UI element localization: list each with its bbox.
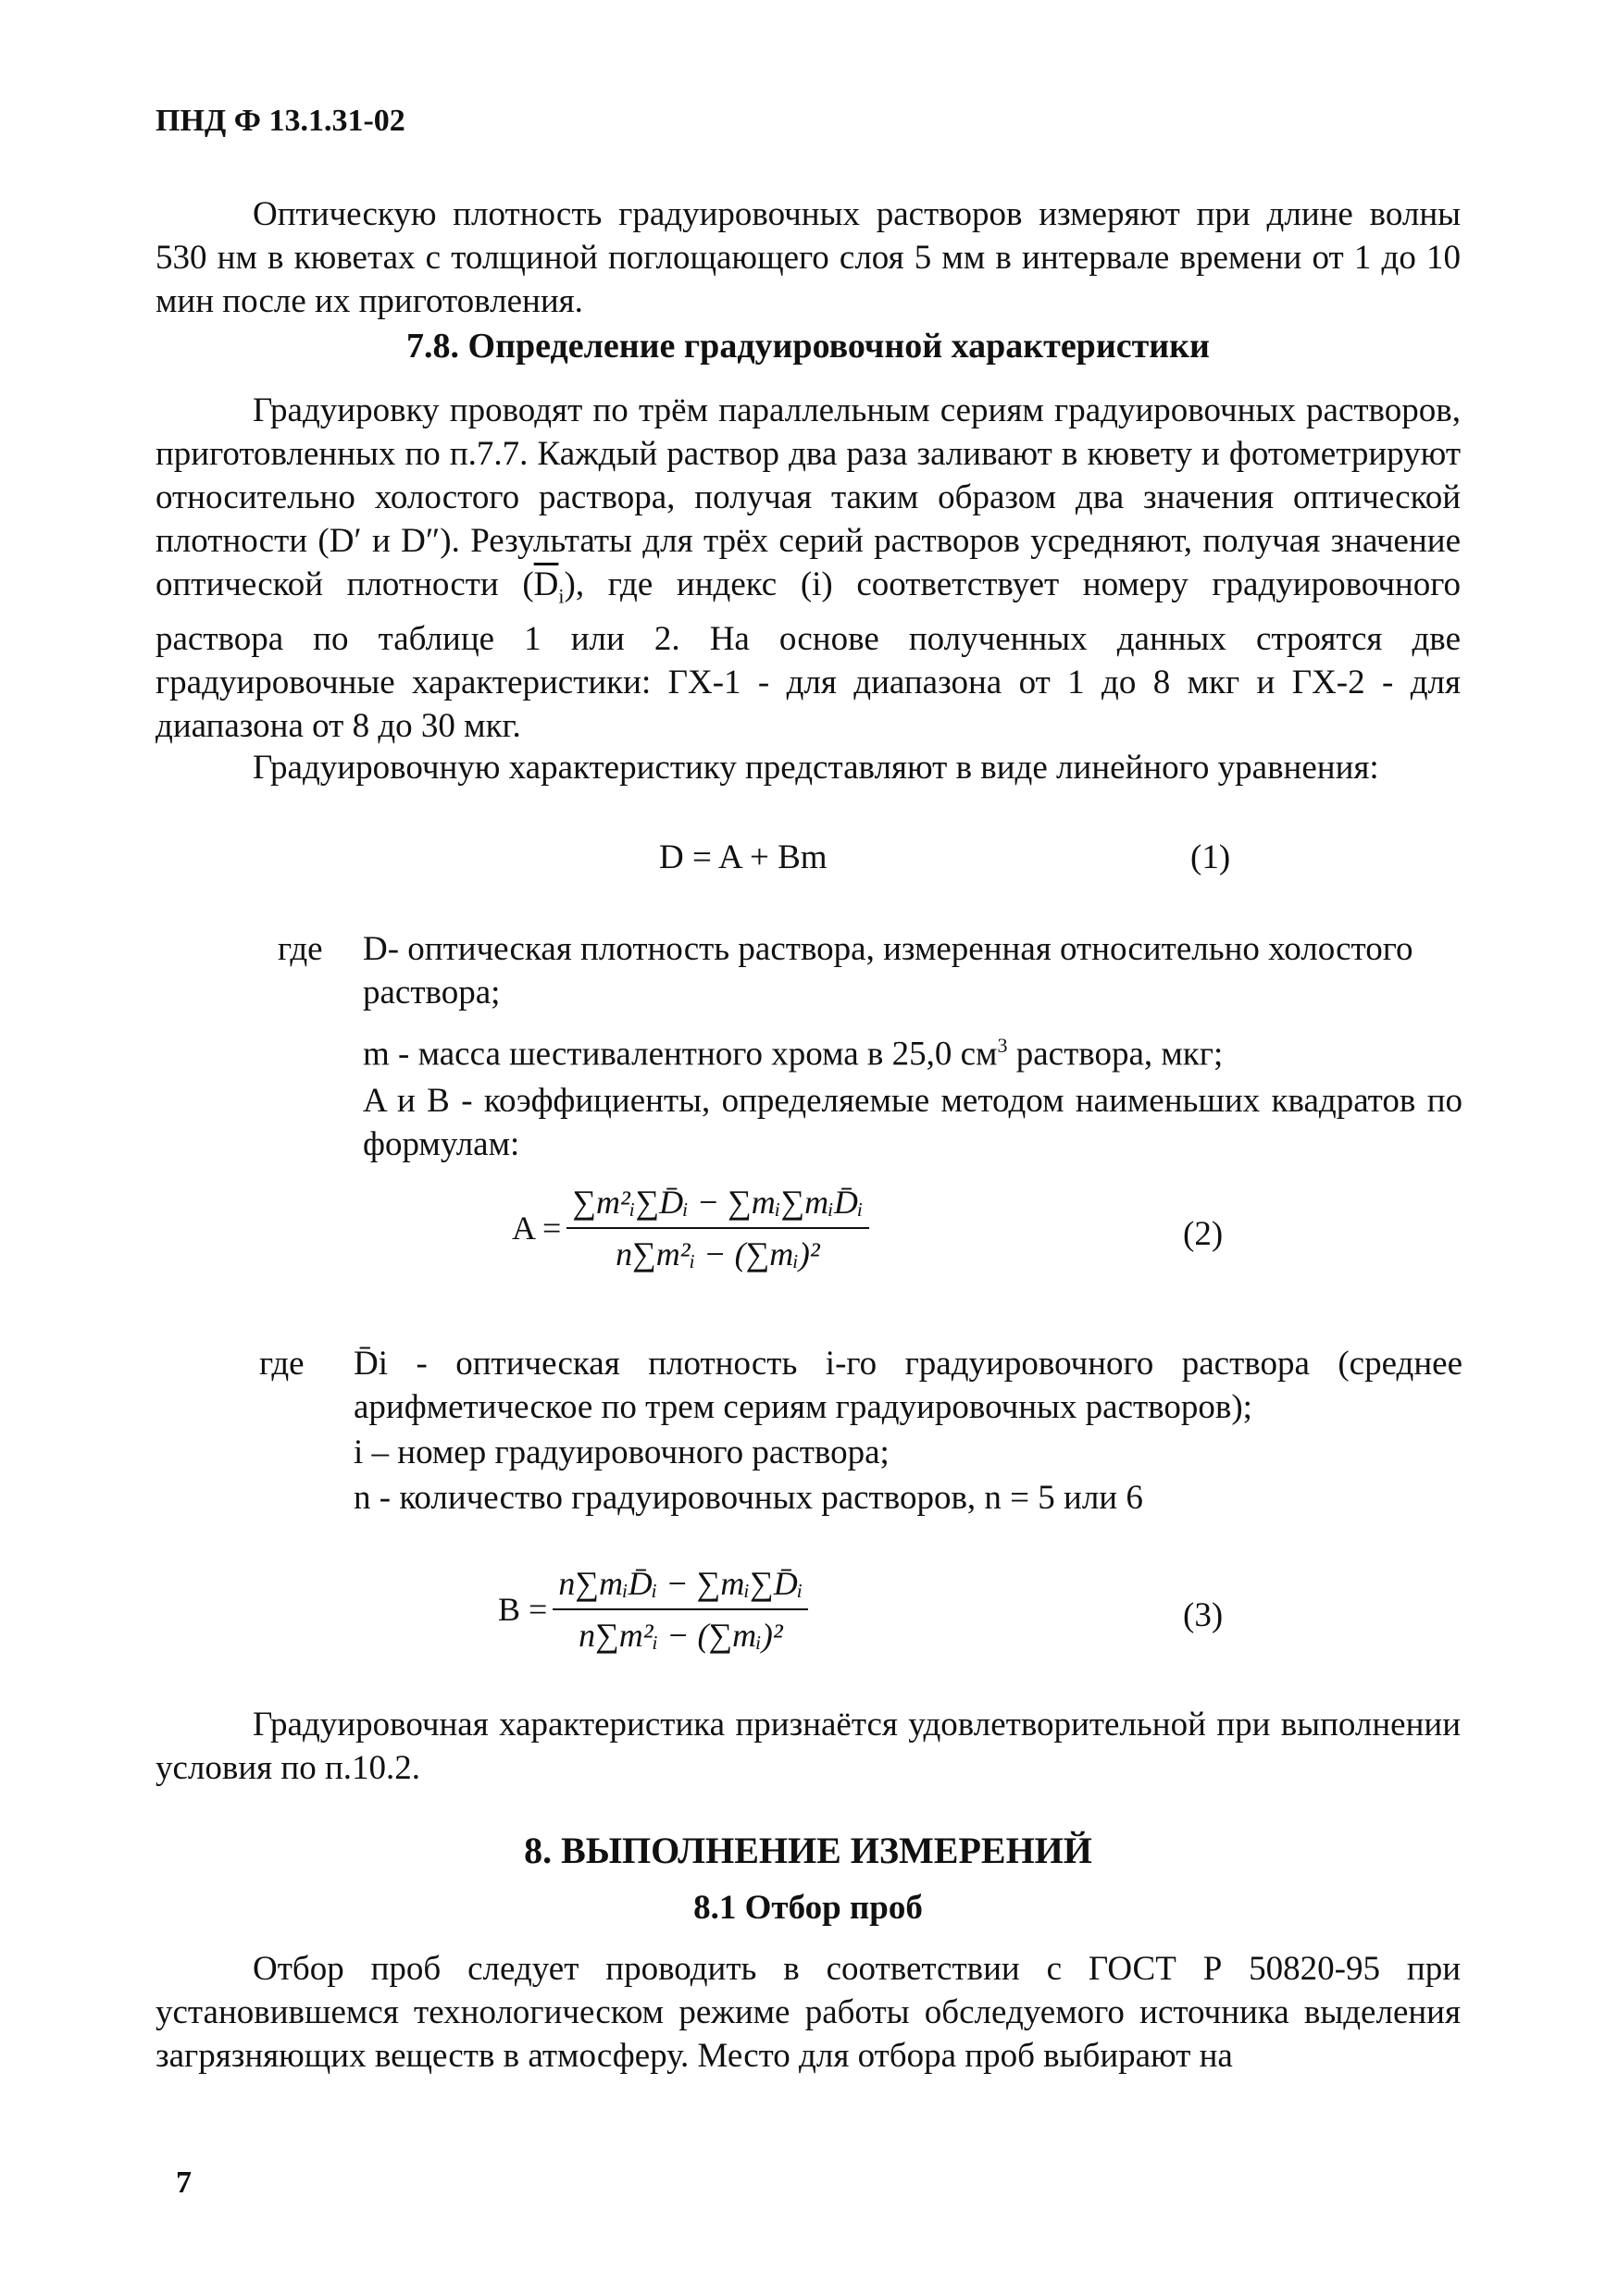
equation-1: D = A + Bm (659, 838, 828, 876)
i-definition: i – номер градуировочного раствора; (354, 1433, 890, 1471)
d-bar-symbol: $\overline{D}$ (533, 565, 559, 603)
n-definition: n - количество градуировочных растворов, n = 5 или 6 (354, 1479, 1143, 1517)
m-definition-text-b: раствора, мкг; (1007, 1035, 1224, 1074)
equation-2-row (156, 1183, 1461, 1294)
intro-paragraph (156, 192, 1461, 323)
section-7-8-title: 7.8. Определение градуировочной характеристики (406, 327, 1210, 366)
equation-3-row (156, 1564, 1461, 1675)
document-code: ПНД Ф 13.1.31-02 (156, 104, 405, 138)
where-di-definition (259, 1342, 1462, 1429)
calibration-text-a: Градуировку проводят по трём параллельным сериям градуировочных растворов, приготовленных по п.7.7. Каждый раствор два раза заливают в кювету и фотометрируют относительно холостого раствора, получая таким образом два значения оптической плотности (D′ и D″). Результаты для трёх серий растворов усредняют, получая значение оптической плотности ( (156, 391, 1461, 603)
di-definition-text: D̄i - оптическая плотность i-го градуировочного раствора (среднее арифметическое по трем сериям градуировочных растворов); (354, 1345, 1462, 1426)
where-block-1 (278, 927, 1462, 1166)
equation-2 (512, 1183, 869, 1273)
section-7-8-paragraph-2 (156, 746, 1461, 789)
equation-2-fraction (566, 1183, 868, 1273)
equation-2-number: (2) (1183, 1215, 1224, 1253)
equation-3-number: (3) (1183, 1596, 1224, 1634)
calibration-text (156, 389, 1461, 748)
ab-definition: A и B - коэффициенты, определяемые методом наименьших квадратов по формулам: (363, 1082, 1462, 1164)
calibration-text-b: ), где индекс (i) соответствует номеру градуировочного раствора по таблице 1 или 2. На основе полученных данных строятся две градуировочные характеристики: ГХ-1 - для диапазона от 1 до 8 мкг и ГХ-2 - для диапазона от 8 до 30 мкг. (156, 565, 1461, 746)
page-number: 7 (176, 2166, 192, 2200)
equation-3-fraction (553, 1564, 808, 1655)
section-8-1-paragraph (156, 1947, 1461, 2078)
linear-equation-intro: Градуировочную характеристику представляют в виде линейного уравнения: (253, 749, 1379, 787)
equation-1-row (156, 838, 1461, 884)
where-d-definition (278, 927, 1462, 1014)
sampling-text: Отбор проб следует проводить в соответствии с ГОСТ Р 50820-95 при установившемся технологическом режиме работы обследуемого источника выделения загрязняющих веществ в атмосферу. Место для отбора проб выбирают на (156, 1950, 1461, 2075)
intro-text: Оптическую плотность градуировочных растворов измеряют при длине волны 530 нм в кюветах с толщиной поглощающего слоя 5 мм в интервале времени от 1 до 10 мин после их приготовления. (156, 195, 1461, 320)
m-definition (278, 1024, 1462, 1075)
section-8-1-title: 8.1 Отбор проб (693, 1889, 923, 1927)
m-definition-sup: 3 (997, 1034, 1008, 1057)
section-7-8-paragraph-1 (156, 389, 1461, 748)
where-block-2 (259, 1342, 1462, 1520)
section-8-title: 8. ВЫПОЛНЕНИЕ ИЗМЕРЕНИЙ (524, 1830, 1092, 1871)
equation-1-number: (1) (1190, 838, 1231, 876)
d-definition-text: D- оптическая плотность раствора, измеренная относительно холостого раствора; (363, 930, 1413, 1011)
equation-2-denominator: n∑m²ᵢ − (∑mᵢ)² (616, 1235, 820, 1272)
d-bar-subscript: i (558, 584, 565, 608)
equation-2-lhs: A = (512, 1210, 562, 1247)
where-label-1: где (278, 930, 323, 968)
equation-3 (498, 1564, 808, 1655)
validity-text: Градуировочная характеристика признаётся удовлетворительной при выполнении условия по п.10.2. (156, 1706, 1461, 1787)
equation-2-numerator: ∑m²ᵢ∑D̄ᵢ − ∑mᵢ∑mᵢD̄ᵢ (566, 1183, 868, 1229)
m-definition-text-a: m - масса шестивалентного хрома в 25,0 см (363, 1035, 998, 1074)
where-label-2: где (259, 1345, 305, 1383)
equation-3-numerator: n∑mᵢD̄ᵢ − ∑mᵢ∑D̄ᵢ (553, 1564, 808, 1610)
equation-3-denominator: n∑m²ᵢ − (∑mᵢ)² (579, 1617, 783, 1654)
section-7-8-paragraph-3 (156, 1703, 1461, 1790)
equation-3-lhs: B = (498, 1591, 548, 1628)
